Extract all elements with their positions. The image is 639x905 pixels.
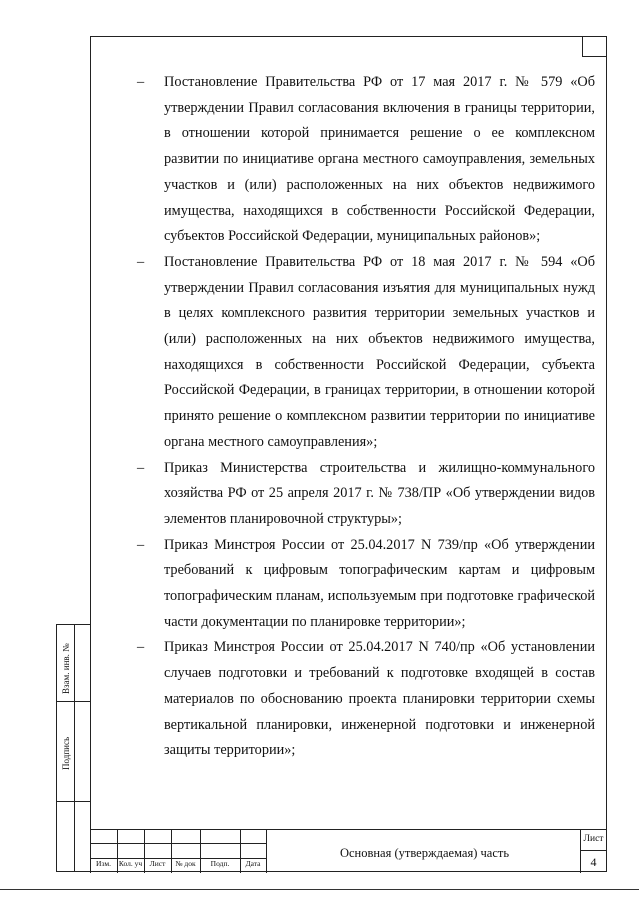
- title-block: [90, 829, 607, 873]
- list-item: [137, 250, 595, 456]
- list-dash: –: [137, 74, 145, 90]
- list-item: [137, 533, 595, 636]
- stamp-col-label: № док: [175, 859, 196, 868]
- list-item: [137, 456, 595, 533]
- page-bottom-line: [0, 889, 639, 890]
- stamp-col-label: Дата: [245, 859, 261, 868]
- list-dash: –: [137, 253, 145, 270]
- list-item-text: Постановление Правительства РФ от 18 мая 2017 г. № 594 «Об утверждении Правил согласования изъятия для муниципальных нужд в целях комплексного развития территории земельных участков и (или) расположенных на них объектов недвижимого имущества, находящихся в собственности Российской Федерации, субъекта Российской Федерации, в границах территории, в отношении которой принято решение о комплексном развитии территории по инициативе органа местного самоуправления»;: [164, 253, 595, 450]
- list-item-text: Приказ Минстроя России от 25.04.2017 N 740/пр «Об установлении случаев подготовки и требований к подготовке входящей в состав материалов по обоснованию проекта планировки территории схемы вертикальной планировки, инженерной подготовки и инженерной защиты территории»;: [164, 639, 595, 759]
- side-label-sign: Подпись: [61, 736, 71, 770]
- document-body: [137, 70, 595, 764]
- sheet-number: 4: [590, 855, 597, 869]
- side-label-inv: Взам. инв. №: [61, 643, 71, 694]
- list-dash: –: [137, 536, 145, 553]
- list-dash: –: [137, 459, 145, 476]
- stamp-col-label: Кол. уч: [118, 859, 143, 868]
- list-item: [137, 635, 595, 764]
- corner-box: [582, 36, 607, 57]
- list-item-text: Приказ Министерства строительства и жилищно-коммунального хозяйства РФ от 25 апреля 2017 г. № 738/ПР «Об утверждении видов элементов планировочной структуры»;: [164, 459, 595, 527]
- list-dash: –: [137, 639, 145, 656]
- list-item-text: Приказ Минстроя России от 25.04.2017 N 739/пр «Об утверждении требований к цифровым топографическим картам и цифровым топографическим планам, используемым при подготовке графической части документации по планировке территории»;: [164, 536, 595, 630]
- sheet-label: Лист: [583, 834, 604, 844]
- stamp-col-label: Подп.: [210, 859, 230, 868]
- stamp-col-label: Лист: [149, 859, 166, 868]
- stamp-col-label: Изм.: [96, 859, 111, 868]
- list-item-text: Постановление Правительства РФ от 17 мая 2017 г. № 579 «Об утверждении Правил согласования включения в границы территории, в отношении которой принимается решение о ее комплексном развитии по инициативе органа местного самоуправления, земельных участков и (или) расположенных на них объектов недвижимого имущества, находящихся в собственности Российской Федерации, субъектов Российской Федерации, муниципальных районов»;: [164, 74, 595, 245]
- stamp-title: Основная (утверждаемая) часть: [339, 846, 510, 860]
- list-item: [137, 70, 595, 250]
